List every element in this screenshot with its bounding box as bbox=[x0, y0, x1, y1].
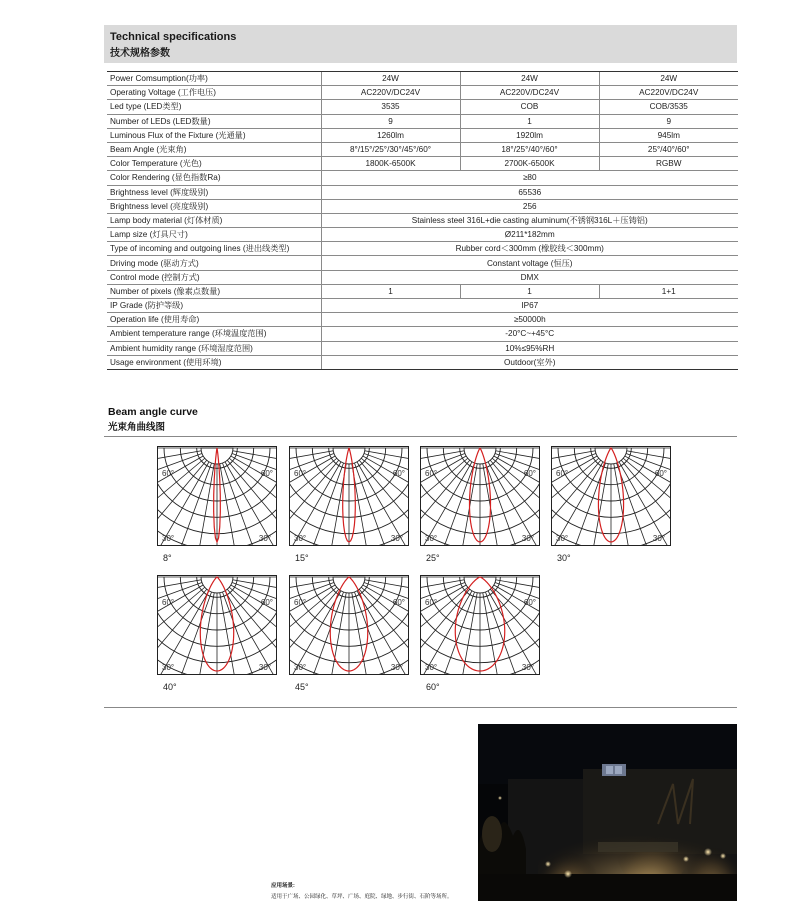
spec-label: Type of incoming and outgoing lines (进出线类型) bbox=[107, 242, 321, 256]
curve-tick-label: 60° bbox=[392, 469, 405, 478]
spec-row bbox=[107, 128, 738, 142]
curve-tick-label: 60° bbox=[162, 598, 175, 607]
spec-label: Usage environment (使用环境) bbox=[107, 355, 321, 369]
spec-value: AC220V/DC24V bbox=[460, 86, 599, 100]
beam-curve-15 bbox=[289, 446, 409, 546]
spec-value: 1 bbox=[460, 284, 599, 298]
spec-value: Rubber cord＜300mm (橡胶线＜300mm) bbox=[321, 242, 738, 256]
spec-row bbox=[107, 242, 738, 256]
spec-value: ≥50000h bbox=[321, 313, 738, 327]
beam-curve-label: 45° bbox=[295, 682, 309, 692]
curve-tick-label: 30° bbox=[521, 534, 534, 543]
spec-value: 1+1 bbox=[599, 284, 738, 298]
application-text: 适用于广场、公园绿化、草坪、广场、庭院、绿地、步行街、石阶等场所。 bbox=[271, 894, 453, 900]
spec-value: 1800K-6500K bbox=[321, 157, 460, 171]
spec-value: 9 bbox=[321, 114, 460, 128]
beam-curve-label: 60° bbox=[426, 682, 440, 692]
spec-label: Control mode (控制方式) bbox=[107, 270, 321, 284]
curve-tick-label: 60° bbox=[294, 598, 307, 607]
spec-header-band bbox=[104, 25, 737, 63]
section-divider bbox=[104, 436, 737, 437]
curve-tick-label: 30° bbox=[390, 663, 403, 672]
curve-tick-label: 60° bbox=[425, 598, 438, 607]
spec-value: 24W bbox=[599, 72, 738, 86]
spec-value: 9 bbox=[599, 114, 738, 128]
spec-value: Outdoor(室外) bbox=[321, 355, 738, 369]
spec-value: Ø211*182mm bbox=[321, 228, 738, 242]
spec-row bbox=[107, 327, 738, 341]
spec-row bbox=[107, 355, 738, 369]
spec-row bbox=[107, 299, 738, 313]
beam-title-en: Beam angle curve bbox=[108, 406, 198, 418]
beam-curve-label: 30° bbox=[557, 553, 571, 563]
spec-value: COB bbox=[460, 100, 599, 114]
beam-curve-label: 8° bbox=[163, 553, 172, 563]
spec-row bbox=[107, 142, 738, 156]
spec-label: Power Comsumption(功率) bbox=[107, 72, 321, 86]
curve-tick-label: 60° bbox=[523, 598, 536, 607]
curve-tick-label: 30° bbox=[258, 663, 271, 672]
spec-row bbox=[107, 199, 738, 213]
beam-curve-label: 40° bbox=[163, 682, 177, 692]
spec-row bbox=[107, 228, 738, 242]
spec-row bbox=[107, 100, 738, 114]
spec-value: 945lm bbox=[599, 128, 738, 142]
spec-row bbox=[107, 171, 738, 185]
beam-curve-8 bbox=[157, 446, 277, 546]
spec-value: ≥80 bbox=[321, 171, 738, 185]
curve-tick-label: 30° bbox=[425, 663, 438, 672]
curve-tick-label: 60° bbox=[260, 598, 273, 607]
curve-tick-label: 60° bbox=[556, 469, 569, 478]
spec-row bbox=[107, 284, 738, 298]
application-title: 应用场景: bbox=[271, 883, 295, 889]
beam-curve-60 bbox=[420, 575, 540, 675]
spec-value: AC220V/DC24V bbox=[321, 86, 460, 100]
beam-curve-25 bbox=[420, 446, 540, 546]
curve-tick-label: 60° bbox=[260, 469, 273, 478]
curve-tick-label: 30° bbox=[258, 534, 271, 543]
spec-value: 256 bbox=[321, 199, 738, 213]
spec-value: 18°/25°/40°/60° bbox=[460, 142, 599, 156]
section-divider-bottom bbox=[104, 707, 737, 708]
spec-row bbox=[107, 341, 738, 355]
spec-label: Color Temperature (光色) bbox=[107, 157, 321, 171]
spec-row bbox=[107, 185, 738, 199]
spec-value: Stainless steel 316L+die casting aluminum(不锈钢316L＋压铸铝) bbox=[321, 213, 738, 227]
curve-tick-label: 30° bbox=[521, 663, 534, 672]
spec-value: DMX bbox=[321, 270, 738, 284]
spec-value: 1260lm bbox=[321, 128, 460, 142]
beam-section-title bbox=[108, 406, 198, 433]
curve-tick-label: 60° bbox=[392, 598, 405, 607]
spec-value: 1 bbox=[321, 284, 460, 298]
curve-tick-label: 30° bbox=[162, 534, 175, 543]
beam-curve-45 bbox=[289, 575, 409, 675]
spec-title-en: Technical specifications bbox=[110, 31, 237, 43]
spec-value: 2700K-6500K bbox=[460, 157, 599, 171]
spec-row bbox=[107, 114, 738, 128]
curve-tick-label: 30° bbox=[390, 534, 403, 543]
spec-row bbox=[107, 72, 738, 86]
spec-value: 24W bbox=[321, 72, 460, 86]
spec-value: -20°C~+45°C bbox=[321, 327, 738, 341]
curve-tick-label: 60° bbox=[162, 469, 175, 478]
spec-label: Brightness level (辉度级别) bbox=[107, 185, 321, 199]
night-scene-photo bbox=[478, 724, 737, 901]
spec-value: 10%≤95%RH bbox=[321, 341, 738, 355]
beam-curve-label: 15° bbox=[295, 553, 309, 563]
spec-label: Number of pixels (像素点数量) bbox=[107, 284, 321, 298]
spec-row bbox=[107, 313, 738, 327]
application-note bbox=[271, 881, 453, 903]
curve-tick-label: 60° bbox=[654, 469, 667, 478]
spec-label: Beam Angle (光束角) bbox=[107, 142, 321, 156]
spec-row bbox=[107, 86, 738, 100]
spec-label: Ambient humidity range (环境湿度范围) bbox=[107, 341, 321, 355]
spec-label: Color Rendering (显色指数Ra) bbox=[107, 171, 321, 185]
spec-label: Lamp size (灯具尺寸) bbox=[107, 228, 321, 242]
spec-value: Constant voltage (恒压) bbox=[321, 256, 738, 270]
spec-table bbox=[107, 71, 738, 370]
curve-tick-label: 30° bbox=[425, 534, 438, 543]
curve-tick-label: 30° bbox=[294, 534, 307, 543]
spec-label: Number of LEDs (LED数量) bbox=[107, 114, 321, 128]
spec-value: IP67 bbox=[321, 299, 738, 313]
spec-label: Lamp body material (灯体材质) bbox=[107, 213, 321, 227]
spec-label: IP Grade (防护等级) bbox=[107, 299, 321, 313]
spec-label: Ambient temperature range (环境温度范围) bbox=[107, 327, 321, 341]
curve-tick-label: 30° bbox=[162, 663, 175, 672]
spec-row bbox=[107, 157, 738, 171]
spec-title-cn: 技术规格参数 bbox=[110, 48, 170, 59]
spec-value: 25°/40°/60° bbox=[599, 142, 738, 156]
spec-label: Brightness level (亮度级别) bbox=[107, 199, 321, 213]
curve-tick-label: 60° bbox=[523, 469, 536, 478]
spec-value: 65536 bbox=[321, 185, 738, 199]
spec-value: RGBW bbox=[599, 157, 738, 171]
curve-tick-label: 60° bbox=[294, 469, 307, 478]
curve-tick-label: 30° bbox=[652, 534, 665, 543]
spec-row bbox=[107, 270, 738, 284]
curve-tick-label: 60° bbox=[425, 469, 438, 478]
spec-label: Operation life (使用寿命) bbox=[107, 313, 321, 327]
spec-label: Operating Voltage (工作电压) bbox=[107, 86, 321, 100]
beam-title-cn: 光束角曲线图 bbox=[108, 422, 166, 433]
spec-value: 8°/15°/25°/30°/45°/60° bbox=[321, 142, 460, 156]
curve-tick-label: 30° bbox=[294, 663, 307, 672]
spec-value: 1 bbox=[460, 114, 599, 128]
spec-value: 3535 bbox=[321, 100, 460, 114]
spec-label: Luminous Flux of the Fixture (光通量) bbox=[107, 128, 321, 142]
spec-value: COB/3535 bbox=[599, 100, 738, 114]
spec-row bbox=[107, 256, 738, 270]
beam-curve-30 bbox=[551, 446, 671, 546]
spec-label: Led type (LED类型) bbox=[107, 100, 321, 114]
spec-label: Driving mode (驱动方式) bbox=[107, 256, 321, 270]
curve-tick-label: 30° bbox=[556, 534, 569, 543]
beam-curve-label: 25° bbox=[426, 553, 440, 563]
spec-value: AC220V/DC24V bbox=[599, 86, 738, 100]
spec-value: 24W bbox=[460, 72, 599, 86]
spec-value: 1920lm bbox=[460, 128, 599, 142]
beam-curve-40 bbox=[157, 575, 277, 675]
spec-row bbox=[107, 213, 738, 227]
